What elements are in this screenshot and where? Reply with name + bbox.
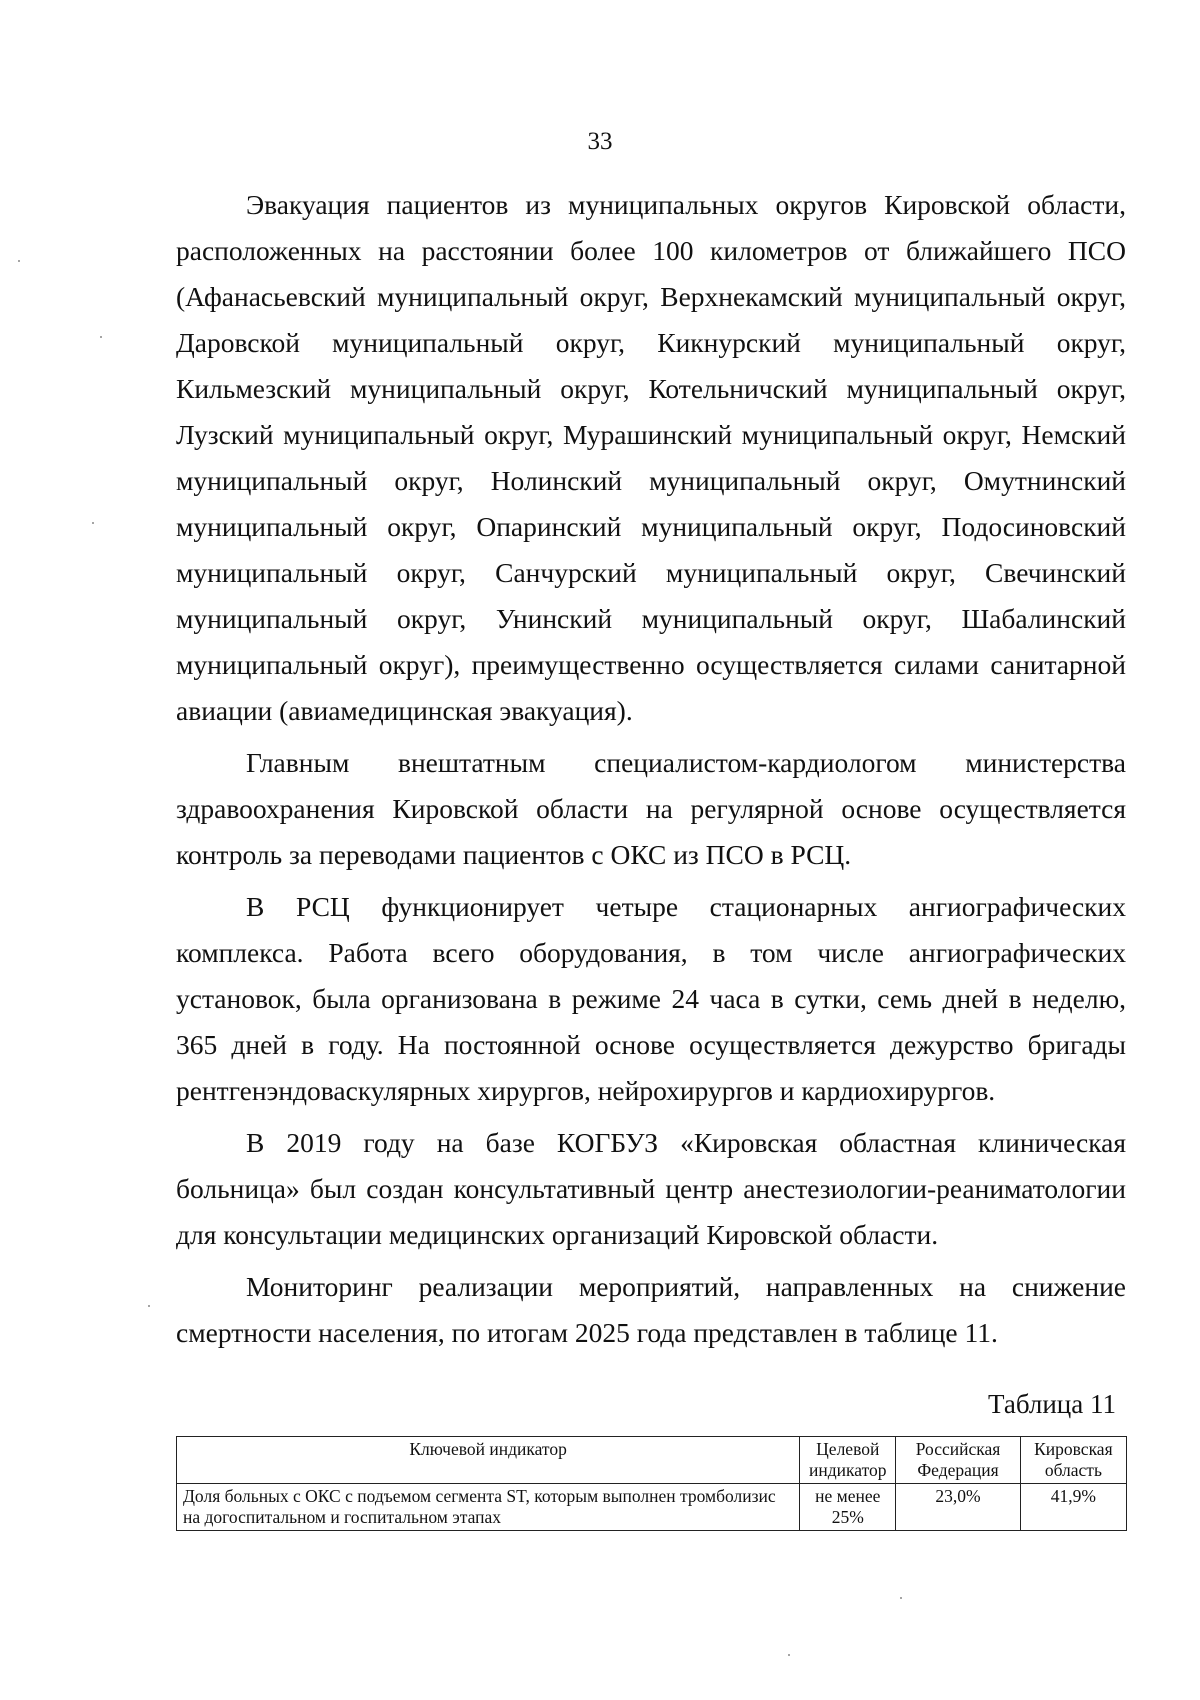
scan-speck [100, 336, 102, 338]
body-text [176, 182, 1126, 1362]
table-caption: Таблица 11 [988, 1389, 1116, 1419]
paragraph-monitoring: Мониторинг реализации мероприятий, направленных на снижение смертности населения, по итогам 2025 года представлен в таблице 11. [176, 1271, 1126, 1348]
scan-speck [92, 522, 94, 524]
scan-speck [788, 1654, 790, 1656]
cell-indicator: Доля больных с ОКС с подъемом сегмента ST, которым выполнен тромболизис на догоспитальном и госпитальном этапах [177, 1484, 800, 1531]
page-number: 33 [587, 128, 613, 155]
paragraph-consultative-center: В 2019 году на базе КОГБУЗ «Кировская областная клиническая больница» был создан консультативный центр анестезиологии-реаниматологии для консультации медицинских организаций Кировской области. [176, 1127, 1126, 1250]
table-row [177, 1484, 1127, 1531]
scan-speck [148, 1305, 150, 1307]
paragraph-cardiologist-control: Главным внештатным специалистом-кардиологом министерства здравоохранения Кировской области на регулярной основе осуществляется контроль за переводами пациентов с ОКС из ПСО в РСЦ. [176, 747, 1126, 870]
header-indicator: Ключевой индикатор [177, 1437, 800, 1484]
header-kirov: Кировская область [1020, 1437, 1126, 1484]
table-header-row [177, 1437, 1127, 1484]
header-target: Целевой индикатор [800, 1437, 896, 1484]
cell-kirov: 41,9% [1020, 1484, 1126, 1531]
header-russia: Российская Федерация [896, 1437, 1020, 1484]
cell-russia: 23,0% [896, 1484, 1020, 1531]
scan-speck [18, 260, 20, 262]
paragraph-angiography: В РСЦ функционирует четыре стационарных ангиографических комплекса. Работа всего оборудования, в том числе ангиографических установок, была организована в режиме 24 часа в сутки, семь дней в неделю, 365 дней в году. На постоянной основе осуществляется дежурство бригады рентгенэндоваскулярных хирургов, нейрохирургов и кардиохирургов. [176, 891, 1126, 1106]
scan-speck [900, 1597, 902, 1599]
paragraph-evacuation: Эвакуация пациентов из муниципальных округов Кировской области, расположенных на расстоянии более 100 километров от ближайшего ПСО (Афанасьевский муниципальный округ, Верхнекамский муниципальный округ, Даровской муниципальный округ, Кикнурский муниципальный округ, Кильмезский муниципальный округ, Котельничский муниципальный округ, Лузский муниципальный округ, Мурашинский муниципальный округ, Немский муниципальный округ, Нолинский муниципальный округ, Омутнинский муниципальный округ, Опаринский муниципальный округ, Подосиновский муниципальный округ, Санчурский муниципальный округ, Свечинский муниципальный округ, Унинский муниципальный округ, Шабалинский муниципальный округ), преимущественно осуществляется силами санитарной авиации (авиамедицинская эвакуация). [176, 189, 1126, 726]
indicators-table [176, 1436, 1127, 1531]
cell-target: не менее 25% [800, 1484, 896, 1531]
